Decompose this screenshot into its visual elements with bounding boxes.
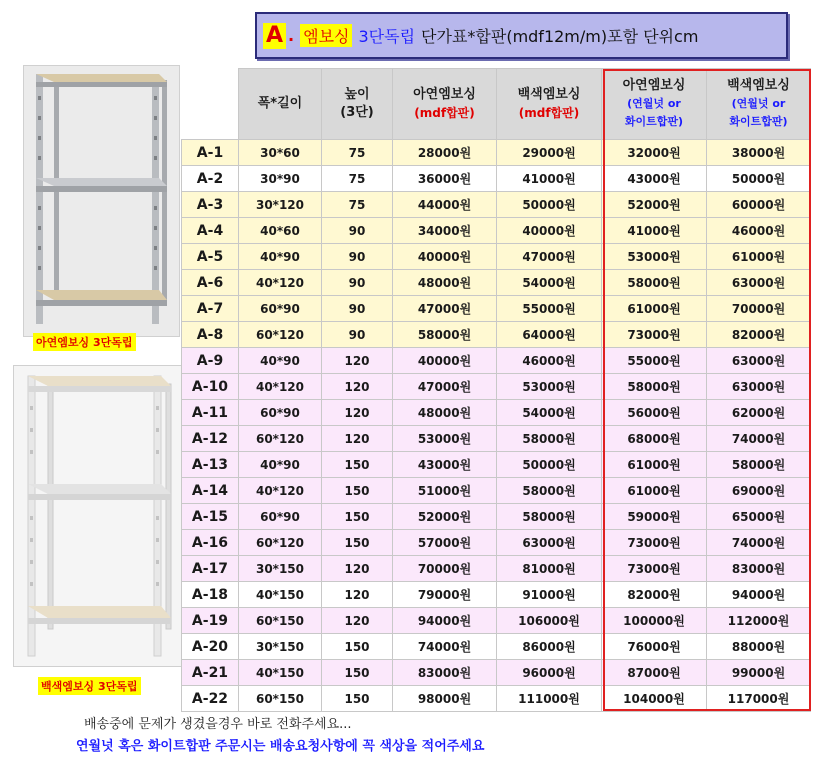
cell-size: 60*90 [239,504,322,530]
zinc-shelf-image [24,66,179,336]
table-row [182,504,811,530]
cell-white-alt: 65000원 [707,504,811,530]
cell-zinc-mdf: 40000원 [393,348,497,374]
cell-height: 120 [322,608,393,634]
title-type: 3단독립 [358,27,416,46]
cell-code: A-1 [182,140,239,166]
header-height: 높이 (3단) [322,69,393,140]
cell-height: 75 [322,166,393,192]
cell-white-mdf: 47000원 [497,244,602,270]
cell-white-alt: 38000원 [707,140,811,166]
table-row [182,374,811,400]
cell-height: 150 [322,478,393,504]
cell-zinc-mdf: 58000원 [393,322,497,348]
cell-zinc-mdf: 47000원 [393,374,497,400]
cell-white-alt: 69000원 [707,478,811,504]
cell-code: A-9 [182,348,239,374]
cell-size: 30*150 [239,634,322,660]
table-row [182,192,811,218]
table-row [182,660,811,686]
note-color-request: 연월넛 혹은 화이트합판 주문시는 배송요청사항에 꼭 색상을 적어주세요 [76,739,485,754]
cell-code: A-11 [182,400,239,426]
cell-height: 75 [322,192,393,218]
cell-code: A-13 [182,452,239,478]
cell-height: 120 [322,426,393,452]
cell-zinc-mdf: 98000원 [393,686,497,712]
cell-white-alt: 70000원 [707,296,811,322]
cell-zinc-alt: 43000원 [602,166,707,192]
cell-white-mdf: 54000원 [497,400,602,426]
table-row [182,244,811,270]
cell-white-alt: 60000원 [707,192,811,218]
cell-white-mdf: 40000원 [497,218,602,244]
cell-code: A-17 [182,556,239,582]
cell-white-mdf: 50000원 [497,452,602,478]
table-row [182,166,811,192]
price-table [181,68,811,712]
cell-code: A-7 [182,296,239,322]
cell-zinc-alt: 55000원 [602,348,707,374]
table-row [182,296,811,322]
cell-code: A-14 [182,478,239,504]
page-title [255,12,788,59]
cell-zinc-alt: 32000원 [602,140,707,166]
cell-height: 150 [322,660,393,686]
cell-zinc-alt: 100000원 [602,608,707,634]
cell-height: 75 [322,140,393,166]
cell-height: 90 [322,296,393,322]
cell-zinc-mdf: 83000원 [393,660,497,686]
cell-zinc-mdf: 47000원 [393,296,497,322]
cell-code: A-4 [182,218,239,244]
cell-white-alt: 74000원 [707,426,811,452]
table-row [182,400,811,426]
cell-size: 40*60 [239,218,322,244]
note-delivery-issue: 배송중에 문제가 생겼을경우 바로 전화주세요... [84,717,352,732]
cell-white-alt: 83000원 [707,556,811,582]
table-row [182,452,811,478]
cell-white-mdf: 29000원 [497,140,602,166]
cell-white-alt: 61000원 [707,244,811,270]
cell-zinc-mdf: 36000원 [393,166,497,192]
cell-height: 150 [322,452,393,478]
cell-height: 150 [322,530,393,556]
cell-zinc-mdf: 57000원 [393,530,497,556]
cell-zinc-mdf: 53000원 [393,426,497,452]
cell-white-alt: 63000원 [707,348,811,374]
cell-white-mdf: 53000원 [497,374,602,400]
cell-zinc-mdf: 44000원 [393,192,497,218]
zinc-shelf-caption: 아연엠보싱 3단독립 [33,333,136,351]
cell-zinc-alt: 59000원 [602,504,707,530]
cell-zinc-mdf: 70000원 [393,556,497,582]
cell-code: A-3 [182,192,239,218]
cell-zinc-mdf: 48000원 [393,400,497,426]
cell-zinc-alt: 53000원 [602,244,707,270]
cell-height: 120 [322,556,393,582]
cell-zinc-alt: 73000원 [602,322,707,348]
cell-zinc-alt: 73000원 [602,530,707,556]
cell-zinc-alt: 56000원 [602,400,707,426]
cell-zinc-mdf: 28000원 [393,140,497,166]
title-dot: . [288,26,295,45]
cell-zinc-mdf: 74000원 [393,634,497,660]
cell-zinc-mdf: 43000원 [393,452,497,478]
cell-size: 40*120 [239,374,322,400]
cell-size: 30*120 [239,192,322,218]
cell-zinc-alt: 82000원 [602,582,707,608]
cell-white-alt: 82000원 [707,322,811,348]
cell-zinc-alt: 68000원 [602,426,707,452]
cell-white-mdf: 111000원 [497,686,602,712]
table-row [182,556,811,582]
table-row [182,426,811,452]
cell-zinc-alt: 87000원 [602,660,707,686]
cell-white-alt: 63000원 [707,270,811,296]
cell-white-mdf: 91000원 [497,582,602,608]
cell-white-alt: 46000원 [707,218,811,244]
cell-zinc-alt: 73000원 [602,556,707,582]
cell-code: A-16 [182,530,239,556]
cell-size: 60*150 [239,608,322,634]
cell-white-alt: 88000원 [707,634,811,660]
cell-size: 40*120 [239,478,322,504]
cell-code: A-6 [182,270,239,296]
cell-size: 40*90 [239,452,322,478]
cell-white-mdf: 41000원 [497,166,602,192]
cell-zinc-mdf: 94000원 [393,608,497,634]
cell-size: 40*120 [239,270,322,296]
table-row [182,478,811,504]
cell-code: A-10 [182,374,239,400]
table-row [182,322,811,348]
cell-white-alt: 117000원 [707,686,811,712]
cell-size: 30*90 [239,166,322,192]
cell-code: A-18 [182,582,239,608]
cell-height: 90 [322,244,393,270]
cell-zinc-mdf: 48000원 [393,270,497,296]
cell-white-mdf: 55000원 [497,296,602,322]
cell-white-mdf: 58000원 [497,504,602,530]
header-white-mdf: 백색엠보싱 (mdf합판) [497,69,602,140]
cell-height: 120 [322,582,393,608]
cell-size: 30*60 [239,140,322,166]
cell-height: 90 [322,218,393,244]
white-shelf-caption: 백색엠보싱 3단독립 [38,677,141,695]
cell-zinc-alt: 58000원 [602,374,707,400]
cell-code: A-20 [182,634,239,660]
cell-white-mdf: 63000원 [497,530,602,556]
cell-size: 30*150 [239,556,322,582]
cell-white-mdf: 46000원 [497,348,602,374]
cell-code: A-5 [182,244,239,270]
header-size: 폭*길이 [239,69,322,140]
cell-zinc-alt: 41000원 [602,218,707,244]
cell-height: 150 [322,634,393,660]
cell-white-mdf: 64000원 [497,322,602,348]
cell-white-mdf: 58000원 [497,426,602,452]
cell-white-mdf: 50000원 [497,192,602,218]
title-badge: A [263,23,286,49]
cell-zinc-mdf: 79000원 [393,582,497,608]
cell-zinc-mdf: 40000원 [393,244,497,270]
cell-white-alt: 58000원 [707,452,811,478]
cell-size: 40*150 [239,582,322,608]
zinc-shelf-photo [23,65,180,337]
white-shelf-image [14,366,184,666]
table-row [182,530,811,556]
cell-height: 150 [322,504,393,530]
cell-white-alt: 112000원 [707,608,811,634]
header-zinc-alt: 아연엠보싱 (연월넛 or 화이트합판) [602,69,707,140]
cell-height: 90 [322,322,393,348]
cell-white-alt: 74000원 [707,530,811,556]
cell-white-mdf: 54000원 [497,270,602,296]
cell-white-alt: 62000원 [707,400,811,426]
title-embossing: 엠보싱 [300,24,352,47]
white-shelf-photo [13,365,185,667]
table-row [182,686,811,712]
table-row [182,270,811,296]
cell-code: A-12 [182,426,239,452]
cell-white-mdf: 86000원 [497,634,602,660]
cell-code: A-21 [182,660,239,686]
cell-code: A-19 [182,608,239,634]
cell-zinc-mdf: 52000원 [393,504,497,530]
cell-white-mdf: 96000원 [497,660,602,686]
title-rest: 단가표*합판(mdf12m/m)포함 단위cm [421,27,699,46]
cell-size: 60*90 [239,400,322,426]
header-white-alt: 백색엠보싱 (연월넛 or 화이트합판) [707,69,811,140]
cell-code: A-8 [182,322,239,348]
table-header-row [182,69,811,140]
header-zinc-mdf: 아연엠보싱 (mdf합판) [393,69,497,140]
cell-height: 120 [322,348,393,374]
cell-white-mdf: 58000원 [497,478,602,504]
cell-size: 40*150 [239,660,322,686]
cell-zinc-alt: 61000원 [602,296,707,322]
cell-zinc-alt: 58000원 [602,270,707,296]
cell-zinc-alt: 76000원 [602,634,707,660]
cell-zinc-mdf: 51000원 [393,478,497,504]
cell-size: 60*120 [239,530,322,556]
price-table-body [182,140,811,712]
cell-white-alt: 99000원 [707,660,811,686]
cell-white-mdf: 106000원 [497,608,602,634]
table-row [182,582,811,608]
table-row [182,634,811,660]
cell-zinc-alt: 61000원 [602,478,707,504]
cell-size: 60*90 [239,296,322,322]
cell-white-mdf: 81000원 [497,556,602,582]
cell-size: 40*90 [239,348,322,374]
cell-size: 60*150 [239,686,322,712]
cell-white-alt: 50000원 [707,166,811,192]
cell-height: 120 [322,400,393,426]
table-row [182,140,811,166]
cell-code: A-22 [182,686,239,712]
cell-white-alt: 63000원 [707,374,811,400]
cell-zinc-mdf: 34000원 [393,218,497,244]
cell-size: 40*90 [239,244,322,270]
table-row [182,218,811,244]
cell-zinc-alt: 104000원 [602,686,707,712]
cell-white-alt: 94000원 [707,582,811,608]
cell-height: 120 [322,374,393,400]
table-row [182,608,811,634]
cell-code: A-2 [182,166,239,192]
cell-height: 90 [322,270,393,296]
cell-zinc-alt: 52000원 [602,192,707,218]
table-row [182,348,811,374]
cell-code: A-15 [182,504,239,530]
cell-height: 150 [322,686,393,712]
header-blank [182,69,239,140]
cell-size: 60*120 [239,322,322,348]
cell-zinc-alt: 61000원 [602,452,707,478]
cell-size: 60*120 [239,426,322,452]
